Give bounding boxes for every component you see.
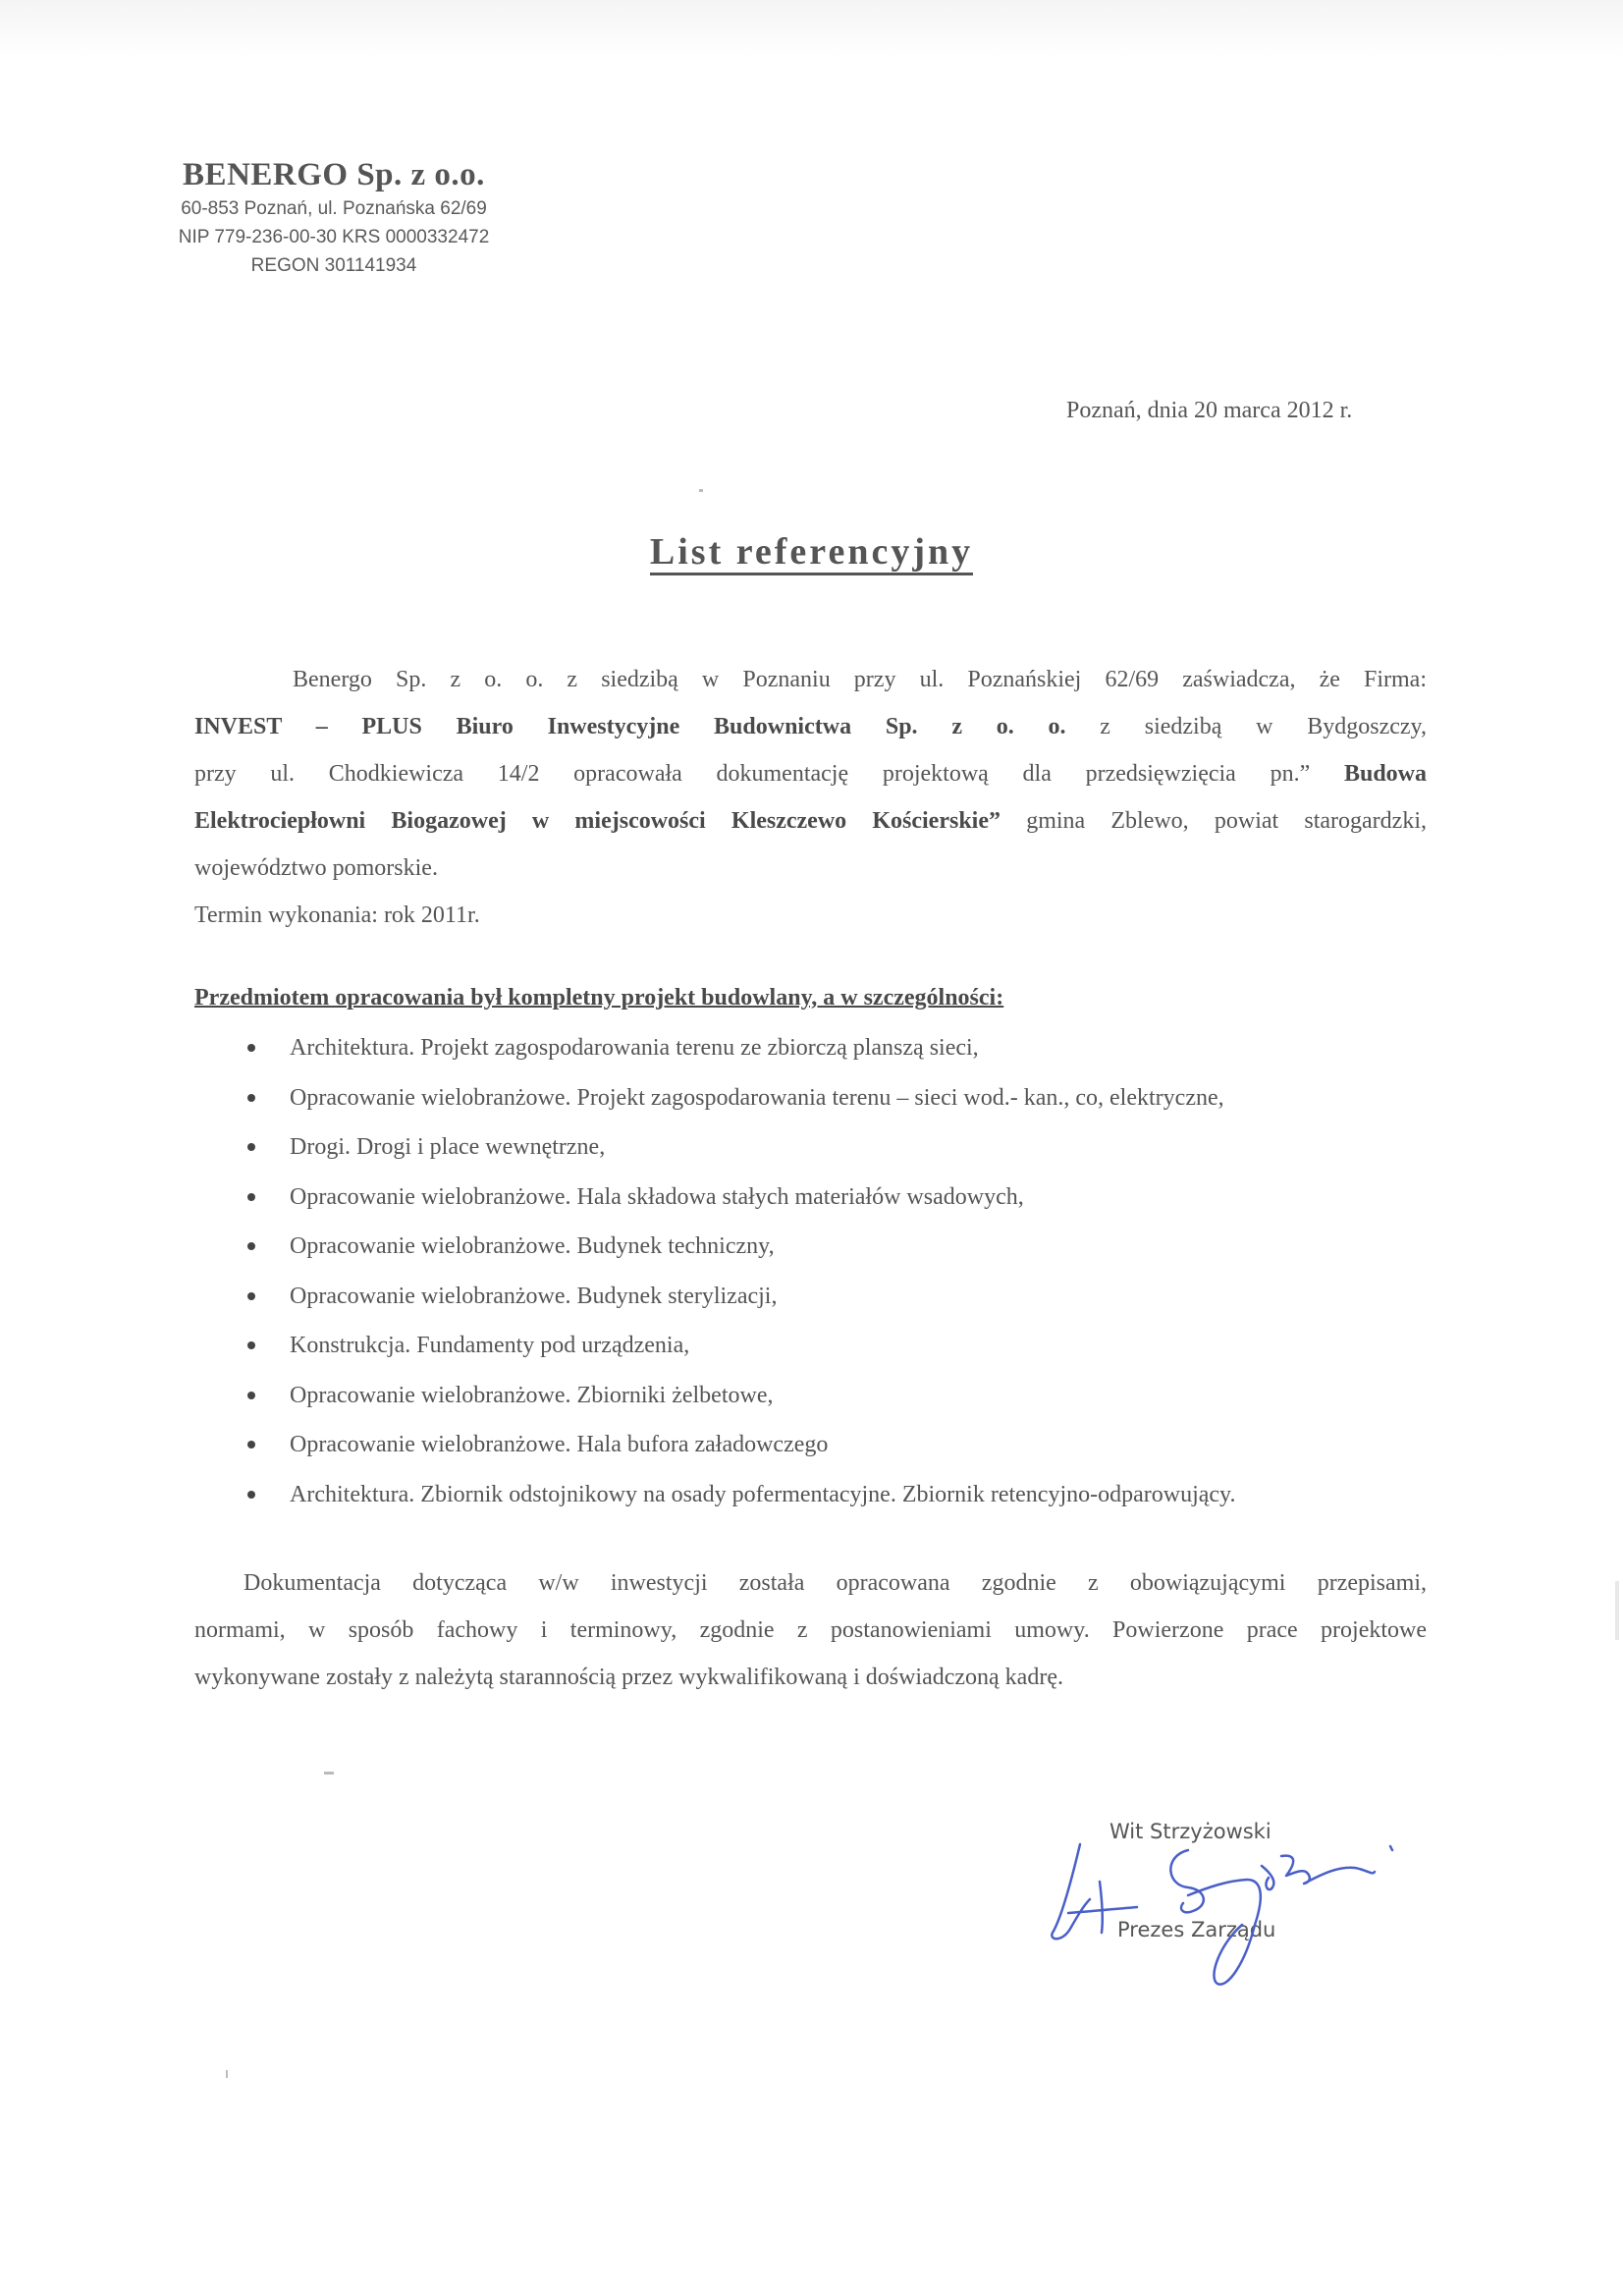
list-item — [245, 1073, 1473, 1123]
contractor-name: INVEST – PLUS Biuro Inwestycyjne Budownictwa Sp. z o. o. — [194, 714, 1066, 739]
sig-stroke-5 — [1188, 1880, 1261, 1985]
list-item — [245, 1420, 1473, 1470]
list-item-text: Opracowanie wielobranżowe. Zbiorniki żelbetowe, — [290, 1382, 774, 1408]
scope-list — [245, 1023, 1473, 1519]
scan-edge — [1615, 1581, 1619, 1640]
list-item-text: Opracowanie wielobranżowe. Budynek sterylizacji, — [290, 1283, 778, 1309]
bullet-icon — [247, 1341, 255, 1349]
closing-line-3: wykonywane zostały z należytą starannością przez wykwalifikowaną i doświadczoną kadrę. — [194, 1665, 1063, 1690]
sig-stroke-1 — [1052, 1844, 1090, 1939]
list-item-text: Opracowanie wielobranżowe. Budynek techniczny, — [290, 1233, 775, 1259]
list-item — [245, 1470, 1473, 1520]
sig-stroke-8 — [1390, 1846, 1392, 1850]
intro-line-3-text: przy ul. Chodkiewicza 14/2 opracowała dokumentację projektową dla przedsięwzięcia pn.” — [194, 761, 1311, 787]
intro-line-5: województwo pomorskie. — [194, 855, 438, 881]
intro-line-4 — [194, 797, 1427, 845]
list-item — [245, 1173, 1473, 1223]
project-name-end: Elektrociepłowni Biogazowej w miejscowości Kleszczewo Kościerskie” — [194, 808, 1001, 834]
paragraph-intro — [194, 656, 1427, 939]
list-item-text: Opracowanie wielobranżowe. Projekt zagospodarowania terenu – sieci wod.- kan., co, elektryczne, — [290, 1084, 1224, 1111]
sig-stroke-3 — [1100, 1882, 1103, 1933]
scan-speck — [699, 489, 703, 492]
company-name: BENERGO Sp. z o.o. — [183, 157, 485, 192]
bullet-icon — [247, 1094, 255, 1102]
closing-line-1 — [194, 1559, 1427, 1607]
list-item — [245, 1272, 1473, 1322]
project-location: gmina Zblewo, powiat starogardzki, — [1001, 808, 1427, 834]
bullet-icon — [247, 1242, 255, 1250]
company-registry: NIP 779-236-00-30 KRS 0000332472 — [178, 227, 490, 247]
company-regon: REGON 301141934 — [250, 255, 417, 276]
closing-line-1-text: Dokumentacja dotycząca w/w inwestycji została opracowana zgodnie z obowiązującymi przepisami, — [243, 1570, 1427, 1596]
intro-line-1-text: Benergo Sp. z o. o. z siedzibą w Poznaniu przy ul. Poznańskiej 62/69 zaświadcza, że Firma: — [293, 667, 1427, 692]
intro-line-1 — [194, 656, 1427, 703]
signatory-name: Wit Strzyżowski — [1109, 1820, 1271, 1843]
project-name-start: Budowa — [1310, 761, 1427, 787]
letterhead — [137, 155, 530, 280]
list-item-text: Opracowanie wielobranżowe. Hala składowa stałych materiałów wsadowych, — [290, 1183, 1024, 1210]
closing-line-2: normami, w sposób fachowy i terminowy, zgodnie z postanowieniami umowy. Powierzone prace projektowe — [194, 1617, 1427, 1643]
contractor-seat: z siedzibą w Bydgoszczy, — [1065, 714, 1427, 739]
list-item-text: Opracowanie wielobranżowe. Hala bufora załadowczego — [290, 1432, 829, 1457]
paragraph-closing — [194, 1559, 1427, 1701]
bullet-icon — [247, 1491, 255, 1499]
sig-stroke-4 — [1170, 1850, 1203, 1912]
signatory-role: Prezes Zarządu — [1117, 1918, 1276, 1941]
list-item — [245, 1321, 1473, 1371]
bullet-icon — [247, 1392, 255, 1399]
bullet-icon — [247, 1143, 255, 1151]
scan-speck — [226, 2070, 228, 2078]
scan-speck — [324, 1772, 334, 1775]
subject-heading: Przedmiotem opracowania był kompletny projekt budowlany, a w szczególności: — [194, 985, 1004, 1011]
list-item-text: Drogi. Drogi i place wewnętrzne, — [290, 1134, 606, 1160]
list-item-text: Konstrukcja. Fundamenty pod urządzenia, — [290, 1333, 690, 1358]
bullet-icon — [247, 1193, 255, 1201]
intro-line-2 — [194, 703, 1427, 750]
handwritten-signature-icon — [1041, 1827, 1414, 2003]
letter-date: Poznań, dnia 20 marca 2012 r. — [1066, 398, 1353, 423]
bullet-icon — [247, 1292, 255, 1300]
company-address: 60-853 Poznań, ul. Poznańska 62/69 — [181, 198, 487, 219]
list-item-text: Architektura. Projekt zagospodarowania terenu ze zbiorczą planszą sieci, — [290, 1035, 979, 1061]
document-title: List referencyjny — [650, 531, 973, 575]
list-item — [245, 1222, 1473, 1272]
list-item — [245, 1023, 1473, 1073]
sig-stroke-6 — [1262, 1866, 1273, 1889]
document-title-wrap — [0, 530, 1623, 574]
scan-shade — [0, 0, 1623, 59]
bullet-icon — [247, 1044, 255, 1052]
bullet-icon — [247, 1441, 255, 1449]
list-item — [245, 1122, 1473, 1173]
intro-line-3 — [194, 750, 1427, 797]
sig-stroke-7 — [1281, 1856, 1375, 1884]
list-item-text: Architektura. Zbiornik odstojnikowy na osady pofermentacyjne. Zbiornik retencyjno-odparowujący. — [290, 1481, 1236, 1507]
completion-term: Termin wykonania: rok 2011r. — [194, 902, 480, 928]
list-item — [245, 1371, 1473, 1421]
